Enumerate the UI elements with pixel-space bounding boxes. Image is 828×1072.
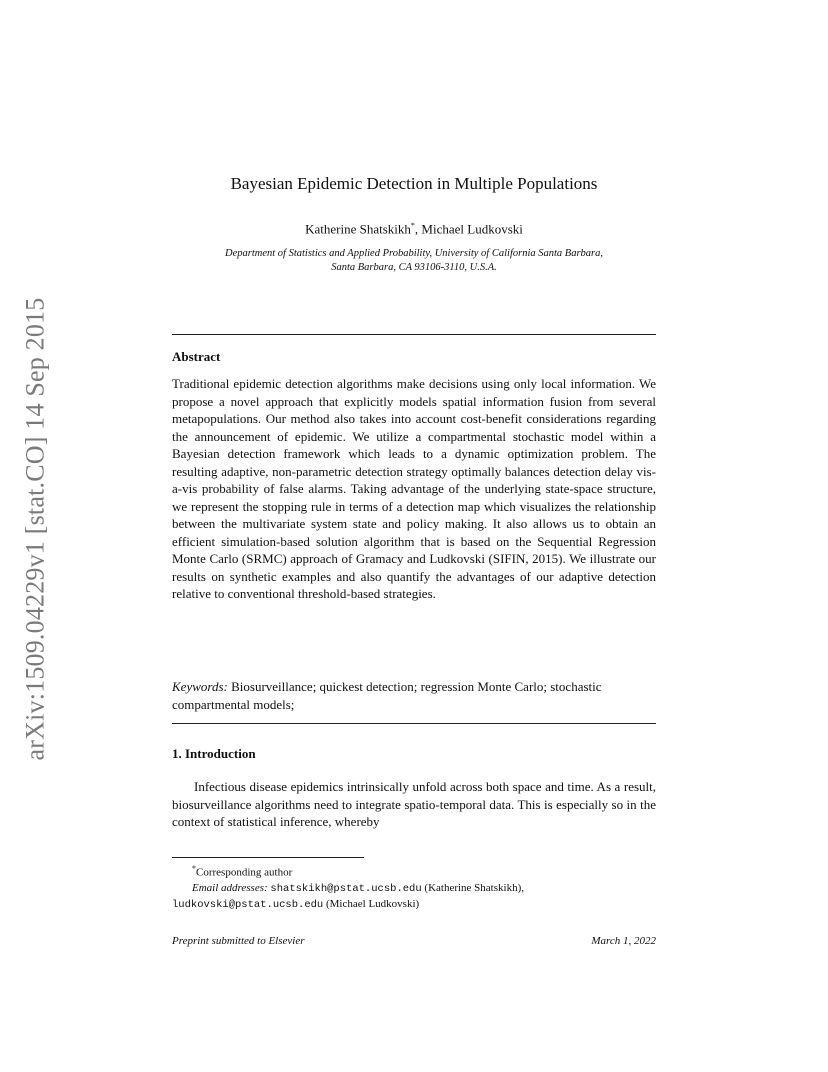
keywords-label: Keywords: (172, 679, 228, 694)
email-label: Email addresses: (192, 881, 268, 894)
footnote-rule (172, 857, 364, 858)
corresponding-mark: * (410, 221, 415, 230)
abstract-bottom-rule (172, 723, 656, 724)
email-name-2: (Michael Ludkovski) (325, 897, 420, 910)
email-link-1[interactable]: shatskikh@pstat.ucsb.edu (270, 882, 422, 895)
email-name-1: (Katherine Shatskikh), (424, 881, 524, 894)
section-heading-introduction: 1. Introduction (172, 746, 256, 761)
affiliation-line-1: Department of Statistics and Applied Probability, University of California Santa Barbara, (225, 248, 603, 259)
affiliation-line-2: Santa Barbara, CA 93106-3110, U.S.A. (331, 262, 497, 273)
introduction-text: Infectious disease epidemics intrinsically unfold across both space and time. As a result, biosurveillance algorithms need to integrate spatio-temporal data. This is especially so in the context of statistical inference, whereby (172, 779, 656, 829)
paper-title: Bayesian Epidemic Detection in Multiple Populations (230, 174, 598, 193)
abstract-text: Traditional epidemic detection algorithms make decisions using only local information. We propose a novel approach that explicitly models spatial information fusion from several metapopulations. Our method also takes into account cost-benefit considerations regarding the announcement of epidemic. We utilize a compartmental stochastic model within a Bayesian detection framework which leads to a dynamic optimization problem. The resulting adaptive, non-parametric detection strategy optimally balances detection delay vis-a-vis probability of false alarms. Taking advantage of the underlying state-space structure, we represent the stopping rule in terms of a detection map which visualizes the relationship between the multivariate system state and policy making. It also allows us to obtain an efficient simulation-based solution algorithm that is based on the Sequential Regression Monte Carlo (SRMC) approach of Gramacy and Ludkovski (SIFIN, 2015). We illustrate our results on synthetic examples and also quantify the advantages of our adaptive detection relative to conventional threshold-based strategies. (172, 376, 656, 601)
footnote-emails-line-2 (172, 897, 656, 913)
email-link-2[interactable]: ludkovski@pstat.ucsb.edu (172, 898, 324, 911)
keywords (172, 678, 656, 713)
author-second: Michael Ludkovski (421, 221, 523, 237)
footnote (172, 861, 656, 913)
footnote-corresponding-text: Corresponding author (196, 866, 293, 879)
footnote-mark: * (192, 864, 196, 873)
author-first: Katherine Shatskikh (305, 221, 411, 237)
abstract-top-rule (172, 334, 656, 335)
footnote-emails-line-1 (172, 881, 656, 897)
author-list (172, 221, 656, 237)
footnote-corresponding (172, 861, 656, 881)
abstract-heading: Abstract (172, 349, 221, 364)
footer-preprint: Preprint submitted to Elsevier (172, 935, 305, 947)
footer-date: March 1, 2022 (591, 935, 656, 947)
affiliation (160, 247, 668, 275)
arxiv-identifier: arXiv:1509.04229v1 [stat.CO] 14 Sep 2015 (20, 297, 49, 761)
author-separator: , (414, 221, 422, 237)
keywords-text: Biosurveillance; quickest detection; regression Monte Carlo; stochastic compartmental models; (172, 679, 602, 712)
arxiv-sidebar (14, 286, 56, 772)
